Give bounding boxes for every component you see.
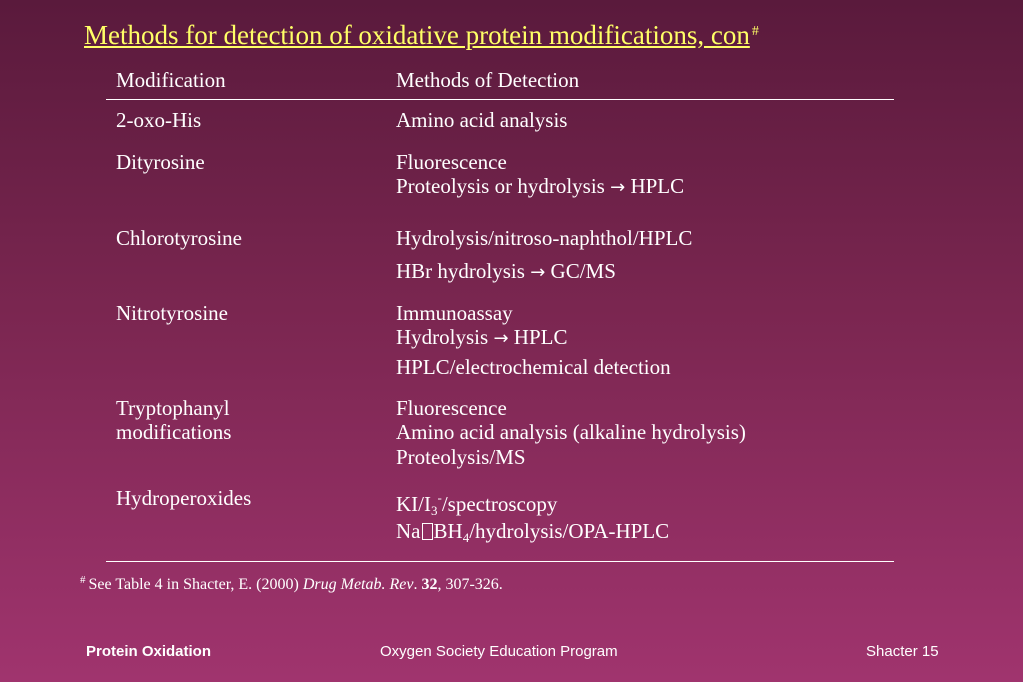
row-tryptophanyl-modification-2: modifications [116, 420, 232, 444]
footnote-dot: . [413, 576, 422, 593]
footnote-mark: # [80, 574, 86, 586]
row-dityrosine-method-1: Fluorescence [396, 150, 507, 174]
method-text: Na [396, 519, 421, 543]
row-nitrotyrosine-method-3: HPLC/electrochemical detection [396, 355, 671, 379]
slide-title-text: Methods for detection of oxidative protein modifications, con [84, 20, 750, 50]
row-oxo-his-method: Amino acid analysis [396, 108, 568, 132]
row-tryptophanyl-method-3: Proteolysis/MS [396, 445, 526, 469]
row-tryptophanyl-modification-1: Tryptophanyl [116, 396, 230, 420]
method-text: /hydrolysis/OPA-HPLC [469, 519, 670, 543]
footnote-journal: Drug Metab. Rev [302, 576, 414, 593]
slide-title [84, 20, 759, 51]
arrow-right-icon: → [493, 328, 509, 349]
row-dityrosine-modification: Dityrosine [116, 150, 205, 174]
missing-glyph-icon [422, 523, 433, 540]
row-chlorotyrosine-method-2 [396, 259, 616, 285]
method-text: HPLC [630, 174, 685, 198]
header-methods: Methods of Detection [396, 68, 580, 92]
footer-center: Oxygen Society Education Program [380, 643, 618, 660]
row-hydroperoxides-method-2 [396, 519, 669, 550]
footnote-volume: 32 [421, 576, 438, 593]
footnote [80, 574, 503, 594]
footnote-pages: , 307-326. [437, 576, 503, 593]
method-text: BH [433, 519, 463, 543]
table-bottom-rule [106, 561, 894, 562]
row-tryptophanyl-method-1: Fluorescence [396, 396, 507, 420]
row-tryptophanyl-method-2: Amino acid analysis (alkaline hydrolysis) [396, 420, 746, 444]
method-text: KI/I [396, 492, 431, 516]
method-text: Proteolysis or hydrolysis [396, 174, 605, 198]
row-nitrotyrosine-method-1: Immunoassay [396, 301, 513, 325]
row-dityrosine-method-2 [396, 174, 684, 200]
footer-left: Protein Oxidation [86, 643, 212, 660]
subscript: 3 [431, 503, 438, 518]
method-text: HPLC [513, 325, 568, 349]
method-text: /spectroscopy [441, 492, 558, 516]
footnote-text: See Table 4 in Shacter, E. (2000) [88, 576, 303, 593]
table-top-rule [106, 99, 894, 100]
row-nitrotyrosine-method-2 [396, 325, 567, 351]
header-modification: Modification [116, 68, 226, 92]
row-oxo-his-modification: 2-oxo-His [116, 108, 202, 132]
row-chlorotyrosine-modification: Chlorotyrosine [116, 226, 242, 250]
row-hydroperoxides-modification: Hydroperoxides [116, 486, 252, 510]
subscript: 4 [462, 530, 470, 545]
arrow-right-icon: → [610, 177, 626, 198]
method-text: Hydrolysis [396, 325, 489, 349]
row-chlorotyrosine-method-1: Hydrolysis/nitroso-naphthol/HPLC [396, 226, 693, 250]
row-hydroperoxides-method-1 [396, 486, 557, 523]
method-text: HBr hydrolysis [396, 259, 525, 283]
superscript: - [437, 490, 442, 505]
row-nitrotyrosine-modification: Nitrotyrosine [116, 301, 228, 325]
title-footnote-mark: # [751, 24, 759, 39]
footer-right: Shacter 15 [866, 643, 939, 660]
arrow-right-icon: → [530, 262, 546, 283]
method-text: GC/MS [550, 259, 616, 283]
